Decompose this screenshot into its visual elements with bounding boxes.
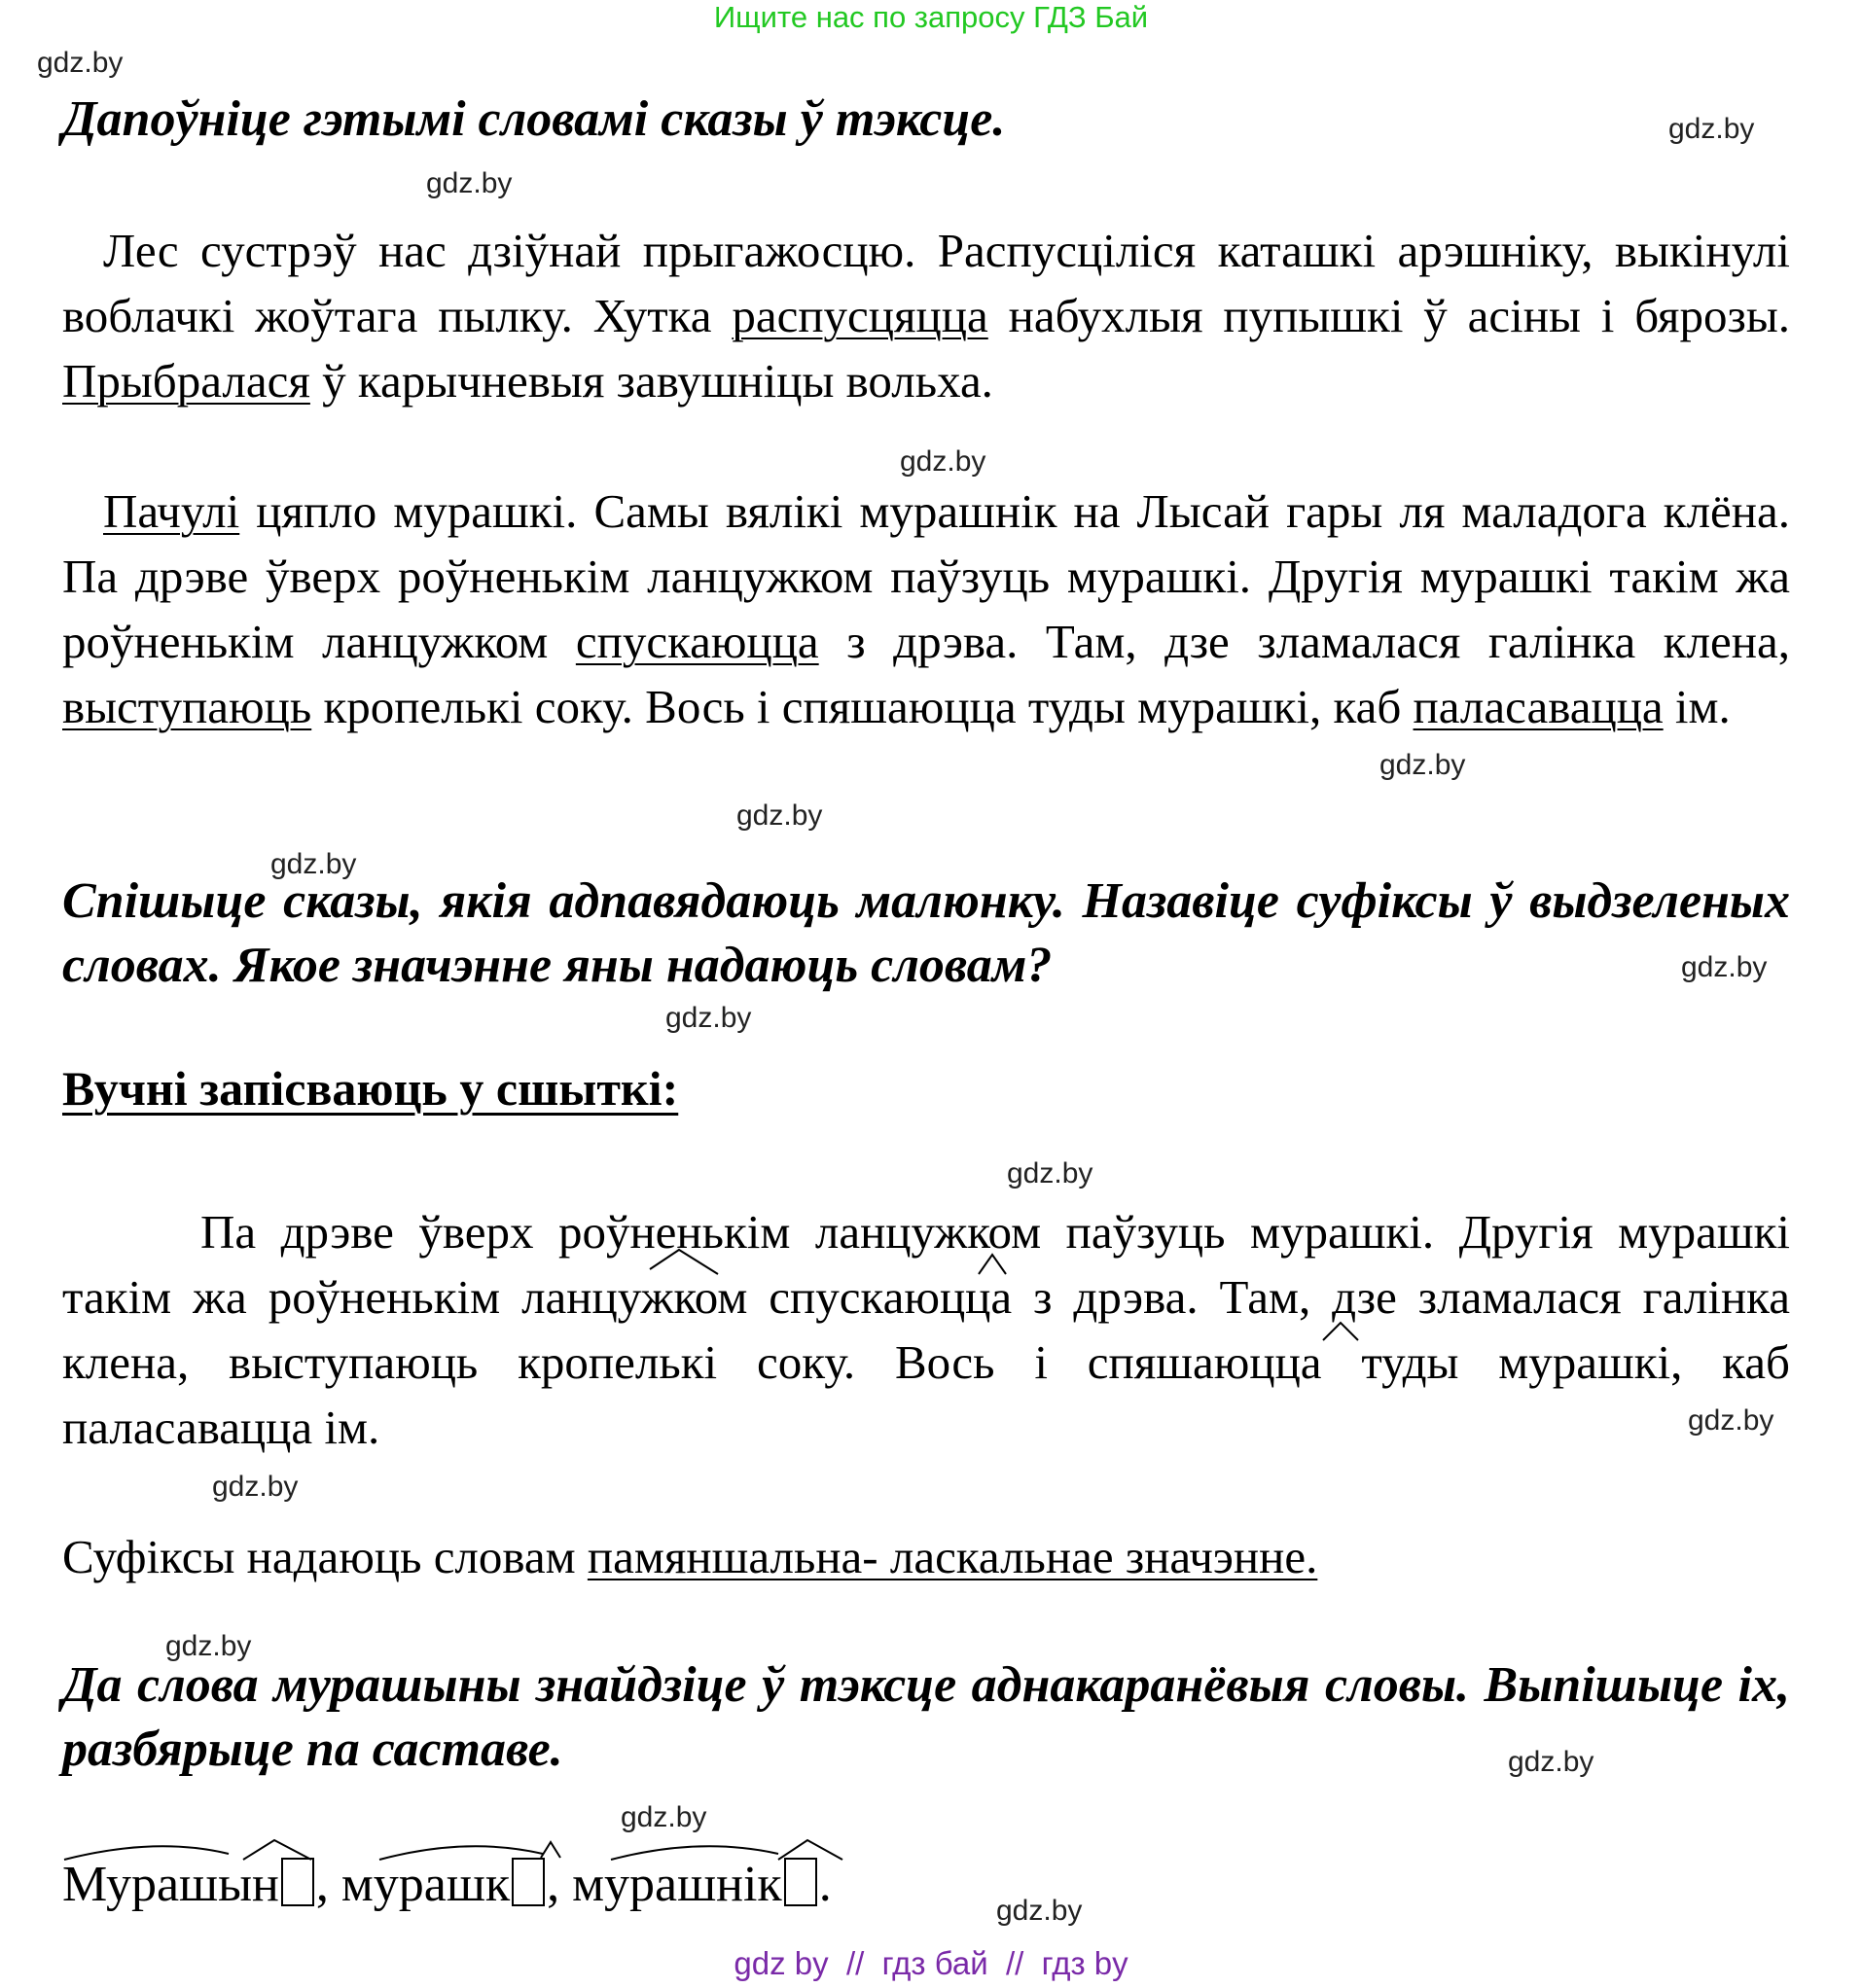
ending-box bbox=[512, 1858, 545, 1906]
text-paragraph-1: Лес сустрэў нас дзіўнай прыгажосцю. Распусціліся каташкі арэшніку, выкінулі воблачкі жоўтага пылку. Хутка распусцяцца набухлыя пупышкі ў асіны і бярозы. Прыбралася ў карычневыя завушніцы вольха. bbox=[62, 224, 1790, 408]
suffix-conclusion: Суфіксы надаюць словам памяншальна- ласкальнае значэнне. bbox=[62, 1530, 1318, 1583]
task-3-instruction: Да слова мурашыны знайдзіце ў тэксце аднакаранёвыя словы. Выпішыце іх, разбярыце па саставе. bbox=[62, 1657, 1790, 1777]
inserted-word: паласавацца bbox=[1413, 680, 1664, 733]
watermark: gdz.by bbox=[426, 167, 513, 199]
watermark: gdz.by bbox=[37, 47, 124, 79]
watermark: gdz.by bbox=[1688, 1404, 1774, 1437]
inserted-word: спускаюцца bbox=[575, 615, 819, 668]
word-murashyny: Мурашын bbox=[62, 1857, 279, 1912]
inserted-word: распусцяцца bbox=[732, 289, 988, 342]
watermark: gdz.by bbox=[1007, 1157, 1093, 1189]
watermark: gdz.by bbox=[1508, 1746, 1594, 1778]
watermark: gdz.by bbox=[1379, 749, 1466, 781]
word-murashki: мурашк bbox=[340, 1857, 511, 1912]
watermark: gdz.by bbox=[270, 848, 357, 880]
watermark: gdz.by bbox=[1681, 951, 1768, 983]
top-banner[interactable]: Ищите нас по запросу ГДЗ Бай bbox=[713, 0, 1149, 34]
task-1-instruction: Дапоўніце гэтымі словамі сказы ў тэксце. bbox=[62, 91, 1006, 147]
watermark: gdz.by bbox=[736, 799, 823, 832]
ending-box bbox=[281, 1858, 314, 1906]
inserted-word: Прыбралася bbox=[62, 354, 310, 408]
inserted-word: Пачулі bbox=[103, 484, 240, 538]
word-analysis: Мурашын , мурашк , мурашнік . bbox=[62, 1857, 832, 1912]
answer-heading: Вучні запісваюць у сшыткі: bbox=[62, 1061, 679, 1116]
watermark: gdz.by bbox=[996, 1895, 1083, 1927]
watermark: gdz.by bbox=[1668, 113, 1755, 145]
inserted-word: выступаюць bbox=[62, 680, 312, 733]
watermark: gdz.by bbox=[165, 1630, 252, 1662]
suffix-meaning: памяншальна- ласкальнае значэнне. bbox=[587, 1530, 1318, 1583]
footer-links[interactable]: gdz by // гдз бай // гдз by bbox=[734, 1945, 1128, 1981]
watermark: gdz.by bbox=[621, 1801, 707, 1833]
task-2-instruction: Спішыце сказы, якія адпавядаюць малюнку. Назавіце суфіксы ў выдзеленых словах. Якое значэнне яны надаюць словам? bbox=[62, 873, 1790, 993]
text-paragraph-2: Пачулі цяпло мурашкі. Самы вялікі мурашнік на Лысай гары ля маладога клёна. Па дрэве ўверх роўненькім ланцужком паўзуць мурашкі. Другія мурашкі такім жа роўненькім ланцужком спускаюцца з дрэва. Там, дзе зламалася галінка клена, выступаюць кропелькі соку. Вось і спяшаюцца туды мурашкі, каб паласавацца ім. bbox=[62, 484, 1790, 733]
answer-paragraph: Па дрэве ўверх роўненькім ланцужком паўзуць мурашкі. Другія мурашкі такім жа роўненькім ланцужком спускаюцца з дрэва. Там, дзе зламалася галінка клена, выступаюць кропелькі соку. Вось і спяшаюцца туды мурашкі, каб паласавацца ім. bbox=[62, 1205, 1790, 1454]
watermark: gdz.by bbox=[900, 445, 986, 478]
word-murashnik: мурашнік bbox=[572, 1857, 782, 1912]
ending-box bbox=[784, 1858, 817, 1906]
watermark: gdz.by bbox=[212, 1471, 299, 1503]
watermark: gdz.by bbox=[665, 1002, 752, 1034]
